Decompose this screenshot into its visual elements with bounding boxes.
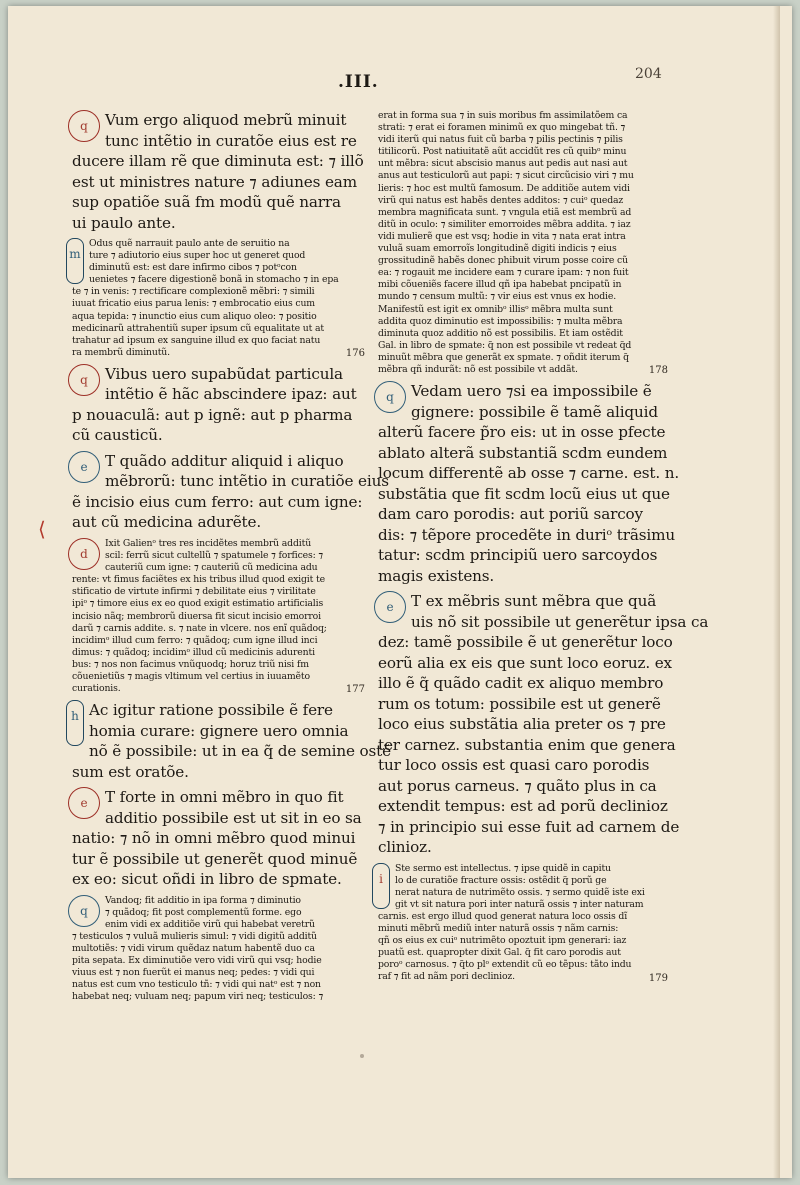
text-line: ducere illam rẽ que diminuta est: ⁊ illõ xyxy=(72,152,364,170)
text-line: eorũ alia ex eis que sunt loco eoruz. ex xyxy=(378,653,672,672)
text-block-2 xyxy=(72,364,367,446)
decorated-initial-q: q xyxy=(68,895,100,927)
text-line: viuus est ⁊ non fuerũt ei manus neq; pedes: ⁊ vidi qui xyxy=(72,967,315,979)
text-line: Ste sermo est intellectus. ⁊ ipse quidẽ in capitu xyxy=(395,862,611,874)
text-line: aqua tepida: ⁊ inunctio eius cum aliquo oleo: ⁊ positio xyxy=(72,310,317,322)
text-line: Ixit Galienᵒ tres res incidẽtes membrũ additũ xyxy=(105,537,312,549)
text-line: trahatur ad ipsum ex sanguine illud ex quo faciat natu xyxy=(72,334,321,346)
text-line: T ex mẽbris sunt mẽbra que quã xyxy=(411,592,657,611)
text-line: Manifestũ est igit ex omnibᵒ illisᵒ mẽbra multa sunt xyxy=(378,303,613,315)
text-line: git vt sit natura pori inter naturã ossis ⁊ inter naturam xyxy=(395,898,644,910)
text-line: titilicorũ. Post natiuitatẽ aũt accidũt res cũ quibᵒ minu xyxy=(378,146,627,158)
text-line: dam caro porodis: aut poriũ sarcoy xyxy=(378,505,643,524)
text-line: sum est oratõe. xyxy=(72,762,189,781)
text-line: cauteriũ cum igne: ⁊ cauteriũ cũ medicina adu xyxy=(105,562,318,574)
text-line: ⁊ quãdoq; fit post complementũ forme. ego xyxy=(105,906,302,918)
text-line: habebat neq; vuluam neq; papum viri neq; testiculos: ⁊ xyxy=(72,991,323,1003)
text-line: mundo ⁊ censum multũ: ⁊ vir eius est vnus ex hodie. xyxy=(378,291,617,303)
text-line: ture ⁊ adiutorio eius super hoc ut generet quod xyxy=(89,250,306,262)
text-line: ablato alterã substantiã scdm eundem xyxy=(378,443,668,462)
text-block-6 xyxy=(378,381,680,586)
text-line: multotiẽs: ⁊ vidi virum quẽdaz natum habentẽ duo ca xyxy=(72,943,315,955)
text-line: vidi mulierẽ que est vsq; hodie in vita ⁊ nata erat intra xyxy=(378,230,626,242)
text-line: tatur: scdm principiũ uero sarcoydos xyxy=(378,546,658,565)
text-line: minuũt mẽbra que generãt ex spmate. ⁊ oñdit iterum q̃ xyxy=(378,351,629,363)
text-line: poroᵒ carnosus. ⁊ q̃to plᵒ extendit cũ eo tẽpus: tãto indu xyxy=(378,959,632,971)
text-line: locum differentẽ ab osse ⁊ carne. est. n. xyxy=(378,464,680,483)
decorated-initial-q: q xyxy=(68,110,100,142)
text-line: cũ causticũ. xyxy=(72,426,163,445)
text-line: diminuta quoz additio nõ est possibilis. Et iam ostẽdit xyxy=(378,327,623,339)
text-line: T forte in omni mẽbro in quo fit xyxy=(105,788,344,807)
text-line: ra membrũ diminutũ. xyxy=(72,346,170,358)
text-line: ui paulo ante. xyxy=(72,213,176,232)
text-block-1 xyxy=(72,110,367,233)
text-line: Odus quẽ narrauit paulo ante de seruitio na xyxy=(89,238,290,249)
text-line: clinioz. xyxy=(378,838,432,857)
text-block-5 xyxy=(72,787,367,890)
text-line: homia curare: gignere uero omnia xyxy=(89,721,349,740)
text-line: Gal. in libro de spmate: q̃ non est possibile vt redeat q̃d xyxy=(378,339,632,351)
decorated-initial-h: h xyxy=(66,700,84,746)
text-line: alterũ facere p̃ro eis: ut in osse pfecte xyxy=(378,423,666,442)
text-line: cõuenietiũs ⁊ magis vltimum vel certius in iuuamẽto xyxy=(72,670,310,682)
text-line: est ut ministres nature ⁊ adiunes eam xyxy=(72,172,357,191)
text-line: vuluã suam emorroĩs longitudinẽ digiti indicis ⁊ eius xyxy=(378,243,617,255)
text-line: aut cũ medicina adurẽte. xyxy=(72,513,262,532)
text-line: rente: vt fimus faciẽtes ex his tribus illud quod exigit te xyxy=(72,574,325,586)
text-line: illo ẽ q̃ quãdo cadit ex aliquo membro xyxy=(378,674,664,693)
decorated-initial-q: q xyxy=(374,381,406,413)
text-line: anus aut testiculorũ aut papi: ⁊ sicut circũcisio viri ⁊ mu xyxy=(378,170,634,182)
text-line: additio possibile est ut sit in eo sa xyxy=(105,808,362,827)
running-head: .III. xyxy=(338,72,379,92)
folio-number: 204 xyxy=(635,66,662,82)
text-line: lo de curatiõe fracture ossis: ostẽdit q̃ porũ ge xyxy=(395,874,607,886)
decorated-initial-e: e xyxy=(68,451,100,483)
text-line: tur ẽ possibile ut generẽt quod minuẽ xyxy=(72,849,358,868)
commentary-number: 177 xyxy=(345,684,365,696)
commentary-block-176 xyxy=(69,238,367,359)
text-line: aut porus carneus. ⁊ quãto plus in ca xyxy=(378,776,657,795)
text-line: loco eius substãtia alia preter os ⁊ pre xyxy=(378,715,666,734)
text-line: minuti mẽbrũ mediũ inter naturã ossis ⁊ nãm carnis: xyxy=(378,923,619,935)
text-line: substãtia que fit scdm locũ eius ut que xyxy=(378,484,670,503)
text-line: incisio nãq; membrorũ diuersa fit sicut incisio emorroi xyxy=(72,610,321,622)
text-block-4 xyxy=(71,700,391,782)
text-line: lieris: ⁊ hoc est multũ famosum. De additiõe autem vidi xyxy=(378,182,630,194)
text-line: mibi cõueniẽs facere illud qñ ipa habebat pncipatũ in xyxy=(378,279,622,291)
decorated-initial-e: e xyxy=(374,591,406,623)
commentary-block-177 xyxy=(72,538,367,695)
text-line: intẽtio ẽ hãc abscindere ipaz: aut xyxy=(105,385,357,404)
text-line: ⁊ testiculos ⁊ vuluã mulieris simul: ⁊ vidi digitũ additũ xyxy=(72,930,317,942)
text-line: ⁊ in principio sui esse fuit ad carnem de xyxy=(378,817,680,836)
text-line: puatũ est. quapropter dixit Gal. q̃ fit caro porodis aut xyxy=(378,947,621,959)
text-line: tur loco ossis est quasi caro porodis xyxy=(378,756,650,775)
text-line: ipiᵒ ⁊ timore eius ex eo quod exigit estimatio artificialis xyxy=(72,598,324,610)
text-line: stificatio de virtute infirmi ⁊ debilitate eius ⁊ virilitate xyxy=(72,586,316,598)
text-line: scil: ferrũ sicut cultellũ ⁊ spatumele ⁊ forfices: ⁊ xyxy=(105,550,323,562)
decorated-initial-q: q xyxy=(68,364,100,396)
page-edge-shadow xyxy=(773,6,780,1178)
text-line: rum os totum: possibile est ut generẽ xyxy=(378,694,661,713)
text-line: extendit tempus: est ad porũ declinioz xyxy=(378,797,668,816)
commentary-block-178 xyxy=(378,110,670,376)
left-column xyxy=(69,110,391,1009)
text-line: mẽbra qñ indurãt: nõ est possibile vt addãt. xyxy=(378,363,578,375)
text-line: incidimᵒ illud cum ferro: ⁊ quãdoq; cum igne illud inci xyxy=(72,634,318,646)
text-line: grossitudinẽ habẽs donec phibuit virum posse coire cũ xyxy=(378,255,628,267)
text-line: sup opatiõe suã fm modũ quẽ narra xyxy=(72,193,341,211)
text-line: virũ qui natus est habẽs dentes additos: ⁊ cuiᵒ quedaz xyxy=(378,194,624,206)
text-line: membra magnificata sunt. ⁊ vngula etiã est membrũ ad xyxy=(378,206,632,218)
text-line: T quãdo additur aliquid i aliquo xyxy=(105,451,344,470)
decorated-initial-i: i xyxy=(372,863,390,909)
commentary-block-178-start xyxy=(72,895,367,1004)
text-line: diminutũ est: est dare infirmo cibos ⁊ potᵒcon xyxy=(89,262,297,274)
text-line: gignere: possibile ẽ tamẽ aliquid xyxy=(411,402,658,421)
text-line: addita quoz diminutio est impossibilis: ⁊ multa mẽbra xyxy=(378,315,623,327)
book-page xyxy=(8,6,792,1178)
text-line: ter carnez. substantia enim que genera xyxy=(378,735,676,754)
text-line: erat in forma sua ⁊ in suis moribus fm assimilatõem ca xyxy=(378,110,628,121)
text-line: dis: ⁊ tẽpore procedẽte in duriᵒ trãsimu xyxy=(378,525,675,544)
text-line: p nouaculã: aut p ignẽ: aut p pharma xyxy=(72,405,353,424)
text-line: raf ⁊ fit ad nãm pori declinioz. xyxy=(378,971,515,983)
text-block-3 xyxy=(72,451,389,533)
text-line: vidi iterũ qui natus fuit cũ barba ⁊ pilis pectinis ⁊ pilis xyxy=(378,134,623,146)
text-line: bus: ⁊ nos non facimus vnũquodq; horuz triũ nisi fm xyxy=(72,658,309,670)
text-line: pita sepata. Ex diminutiõe vero vidi virũ qui vsq; hodie xyxy=(72,955,322,967)
text-line: uenietes ⁊ facere digestionẽ bonã in stomacho ⁊ in epa xyxy=(89,274,339,286)
text-line: natio: ⁊ nõ in omni mẽbro quod minui xyxy=(72,829,356,848)
binding-hole xyxy=(360,1054,364,1058)
text-line: te ⁊ in venis: ⁊ rectificare complexionẽ mẽbri: ⁊ simili xyxy=(72,286,315,298)
text-line: Ac igitur ratione possibile ẽ fere xyxy=(89,701,333,720)
text-line: unt mẽbra: sicut abscisio manus aut pedis aut nasi aut xyxy=(378,158,628,170)
text-line: dimus: ⁊ quãdoq; incidimᵒ illud cũ medicinis adurenti xyxy=(72,646,315,658)
decorated-initial-e: e xyxy=(68,787,100,819)
text-line: Vum ergo aliquod mebrũ minuit xyxy=(105,111,347,129)
text-line: Vibus uero supabũdat particula xyxy=(105,364,343,383)
text-line: medicinarũ attrahentiũ super ipsum cũ equalitate ut at xyxy=(72,322,324,334)
margin-bracket-mark: ⟨ xyxy=(38,517,46,541)
text-line: nerat natura de nutrimẽto ossis. ⁊ sermo quidẽ iste exi xyxy=(395,886,645,898)
commentary-number: 178 xyxy=(648,365,668,377)
commentary-number: 179 xyxy=(648,972,668,984)
text-line: carnis. est ergo illud quod generat natura loco ossis dĩ xyxy=(378,910,628,922)
text-line: natus est cum vno testiculo tñ: ⁊ vidi qui natᵒ est ⁊ non xyxy=(72,979,321,991)
text-line: uis nõ sit possibile ut generẽtur ipsa ca xyxy=(411,612,709,631)
text-line: nõ ẽ possibile: ut in ea q̃ de semine ostẽ xyxy=(89,742,391,761)
text-line: ditũ in oculo: ⁊ similiter emorroides mẽbra addita. ⁊ iaz xyxy=(378,218,631,230)
text-line: dez: tamẽ possibile ẽ ut generẽtur loco xyxy=(378,633,673,652)
text-line: qñ os eius ex cuiᵒ nutrimẽto opoztuit ipm generari: iaz xyxy=(378,935,627,947)
text-line: enim vidi ex additiõe virũ qui habebat veretrũ xyxy=(105,918,315,930)
text-line: ẽ incisio eius cum ferro: aut cum igne: xyxy=(72,492,363,511)
text-line: Vandoq; fit additio in ipa forma ⁊ diminutio xyxy=(105,894,301,906)
text-line: Vedam uero ⁊si ea impossibile ẽ xyxy=(411,382,652,401)
text-block-7 xyxy=(378,591,709,858)
decorated-initial-d: d xyxy=(68,538,100,570)
text-line: iuuat fricatio eius parua lenis: ⁊ embrocatio eius cum xyxy=(72,298,315,310)
text-line: ex eo: sicut oñdi in libro de spmate. xyxy=(72,870,342,889)
text-line: strati: ⁊ erat ei foramen minimũ ex quo mingebat tñ. ⁊ xyxy=(378,122,626,134)
commentary-block-179 xyxy=(378,863,670,984)
text-line: curationis. xyxy=(72,683,121,695)
text-line: magis existens. xyxy=(378,566,495,585)
text-line: darũ ⁊ carnis addite. s. ⁊ nate in vlcere. nos enĩ quãdoq; xyxy=(72,622,327,634)
text-line: mẽbrorũ: tunc intẽtio in curatiõe eius xyxy=(105,472,389,491)
text-line: tunc intẽtio in curatõe eius est re xyxy=(105,131,357,150)
right-column xyxy=(378,110,709,989)
text-line: ea: ⁊ rogauit me incidere eam ⁊ curare ipam: ⁊ non fuit xyxy=(378,267,629,279)
decorated-initial-m: m xyxy=(66,238,84,284)
commentary-number: 176 xyxy=(345,347,365,359)
